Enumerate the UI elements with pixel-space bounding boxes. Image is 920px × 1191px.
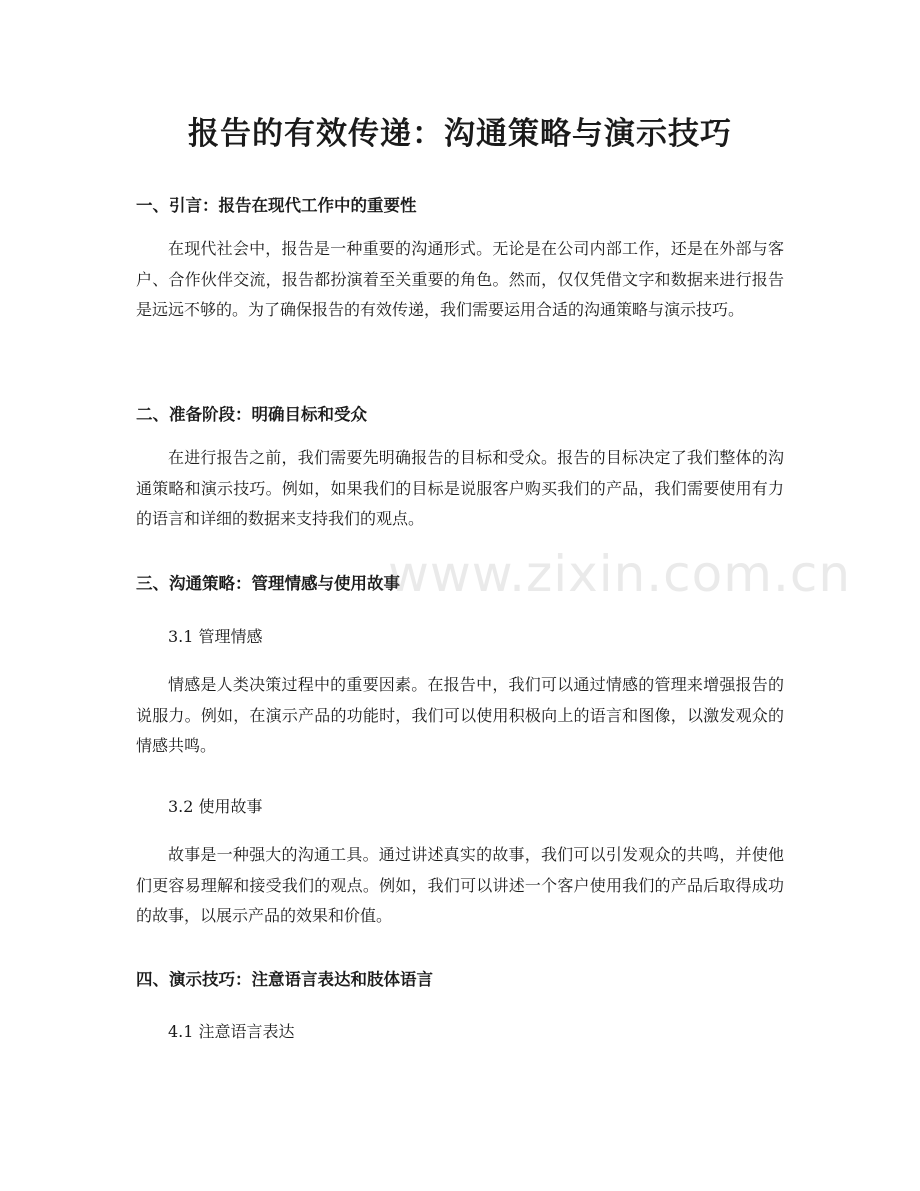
section-heading-3: 三、沟通策略：管理情感与使用故事 [136, 574, 400, 593]
section-heading-1: 一、引言：报告在现代工作中的重要性 [136, 196, 417, 215]
document-title: 报告的有效传递：沟通策略与演示技巧 [188, 116, 732, 152]
subsection-paragraph-3-1: 情感是人类决策过程中的重要因素。在报告中，我们可以通过情感的管理来增强报告的说服力。例如，在演示产品的功能时，我们可以使用积极向上的语言和图像，以激发观众的情感共鸣。 [136, 675, 784, 755]
subsection-title-3-2: 3.2 使用故事 [168, 797, 263, 816]
section-heading-4: 四、演示技巧：注意语言表达和肢体语言 [136, 970, 433, 989]
section-heading-2: 二、准备阶段：明确目标和受众 [136, 405, 367, 424]
subsection-title-4-1: 4.1 注意语言表达 [168, 1022, 295, 1041]
subsection-paragraph-3-2: 故事是一种强大的沟通工具。通过讲述真实的故事，我们可以引发观众的共鸣，并使他们更容易理解和接受我们的观点。例如，我们可以讲述一个客户使用我们的产品后取得成功的故事，以展示产品的效果和价值。 [136, 845, 784, 925]
section-paragraph-2: 在进行报告之前，我们需要先明确报告的目标和受众。报告的目标决定了我们整体的沟通策略和演示技巧。例如，如果我们的目标是说服客户购买我们的产品，我们需要使用有力的语言和详细的数据来支持我们的观点。 [136, 448, 784, 528]
subsection-title-3-1: 3.1 管理情感 [168, 627, 263, 646]
watermark: www.zixin.com.cn [388, 545, 852, 603]
section-paragraph-1: 在现代社会中，报告是一种重要的沟通形式。无论是在公司内部工作，还是在外部与客户、合作伙伴交流，报告都扮演着至关重要的角色。然而，仅仅凭借文字和数据来进行报告是远远不够的。为了确保报告的有效传递，我们需要运用合适的沟通策略与演示技巧。 [136, 239, 784, 319]
